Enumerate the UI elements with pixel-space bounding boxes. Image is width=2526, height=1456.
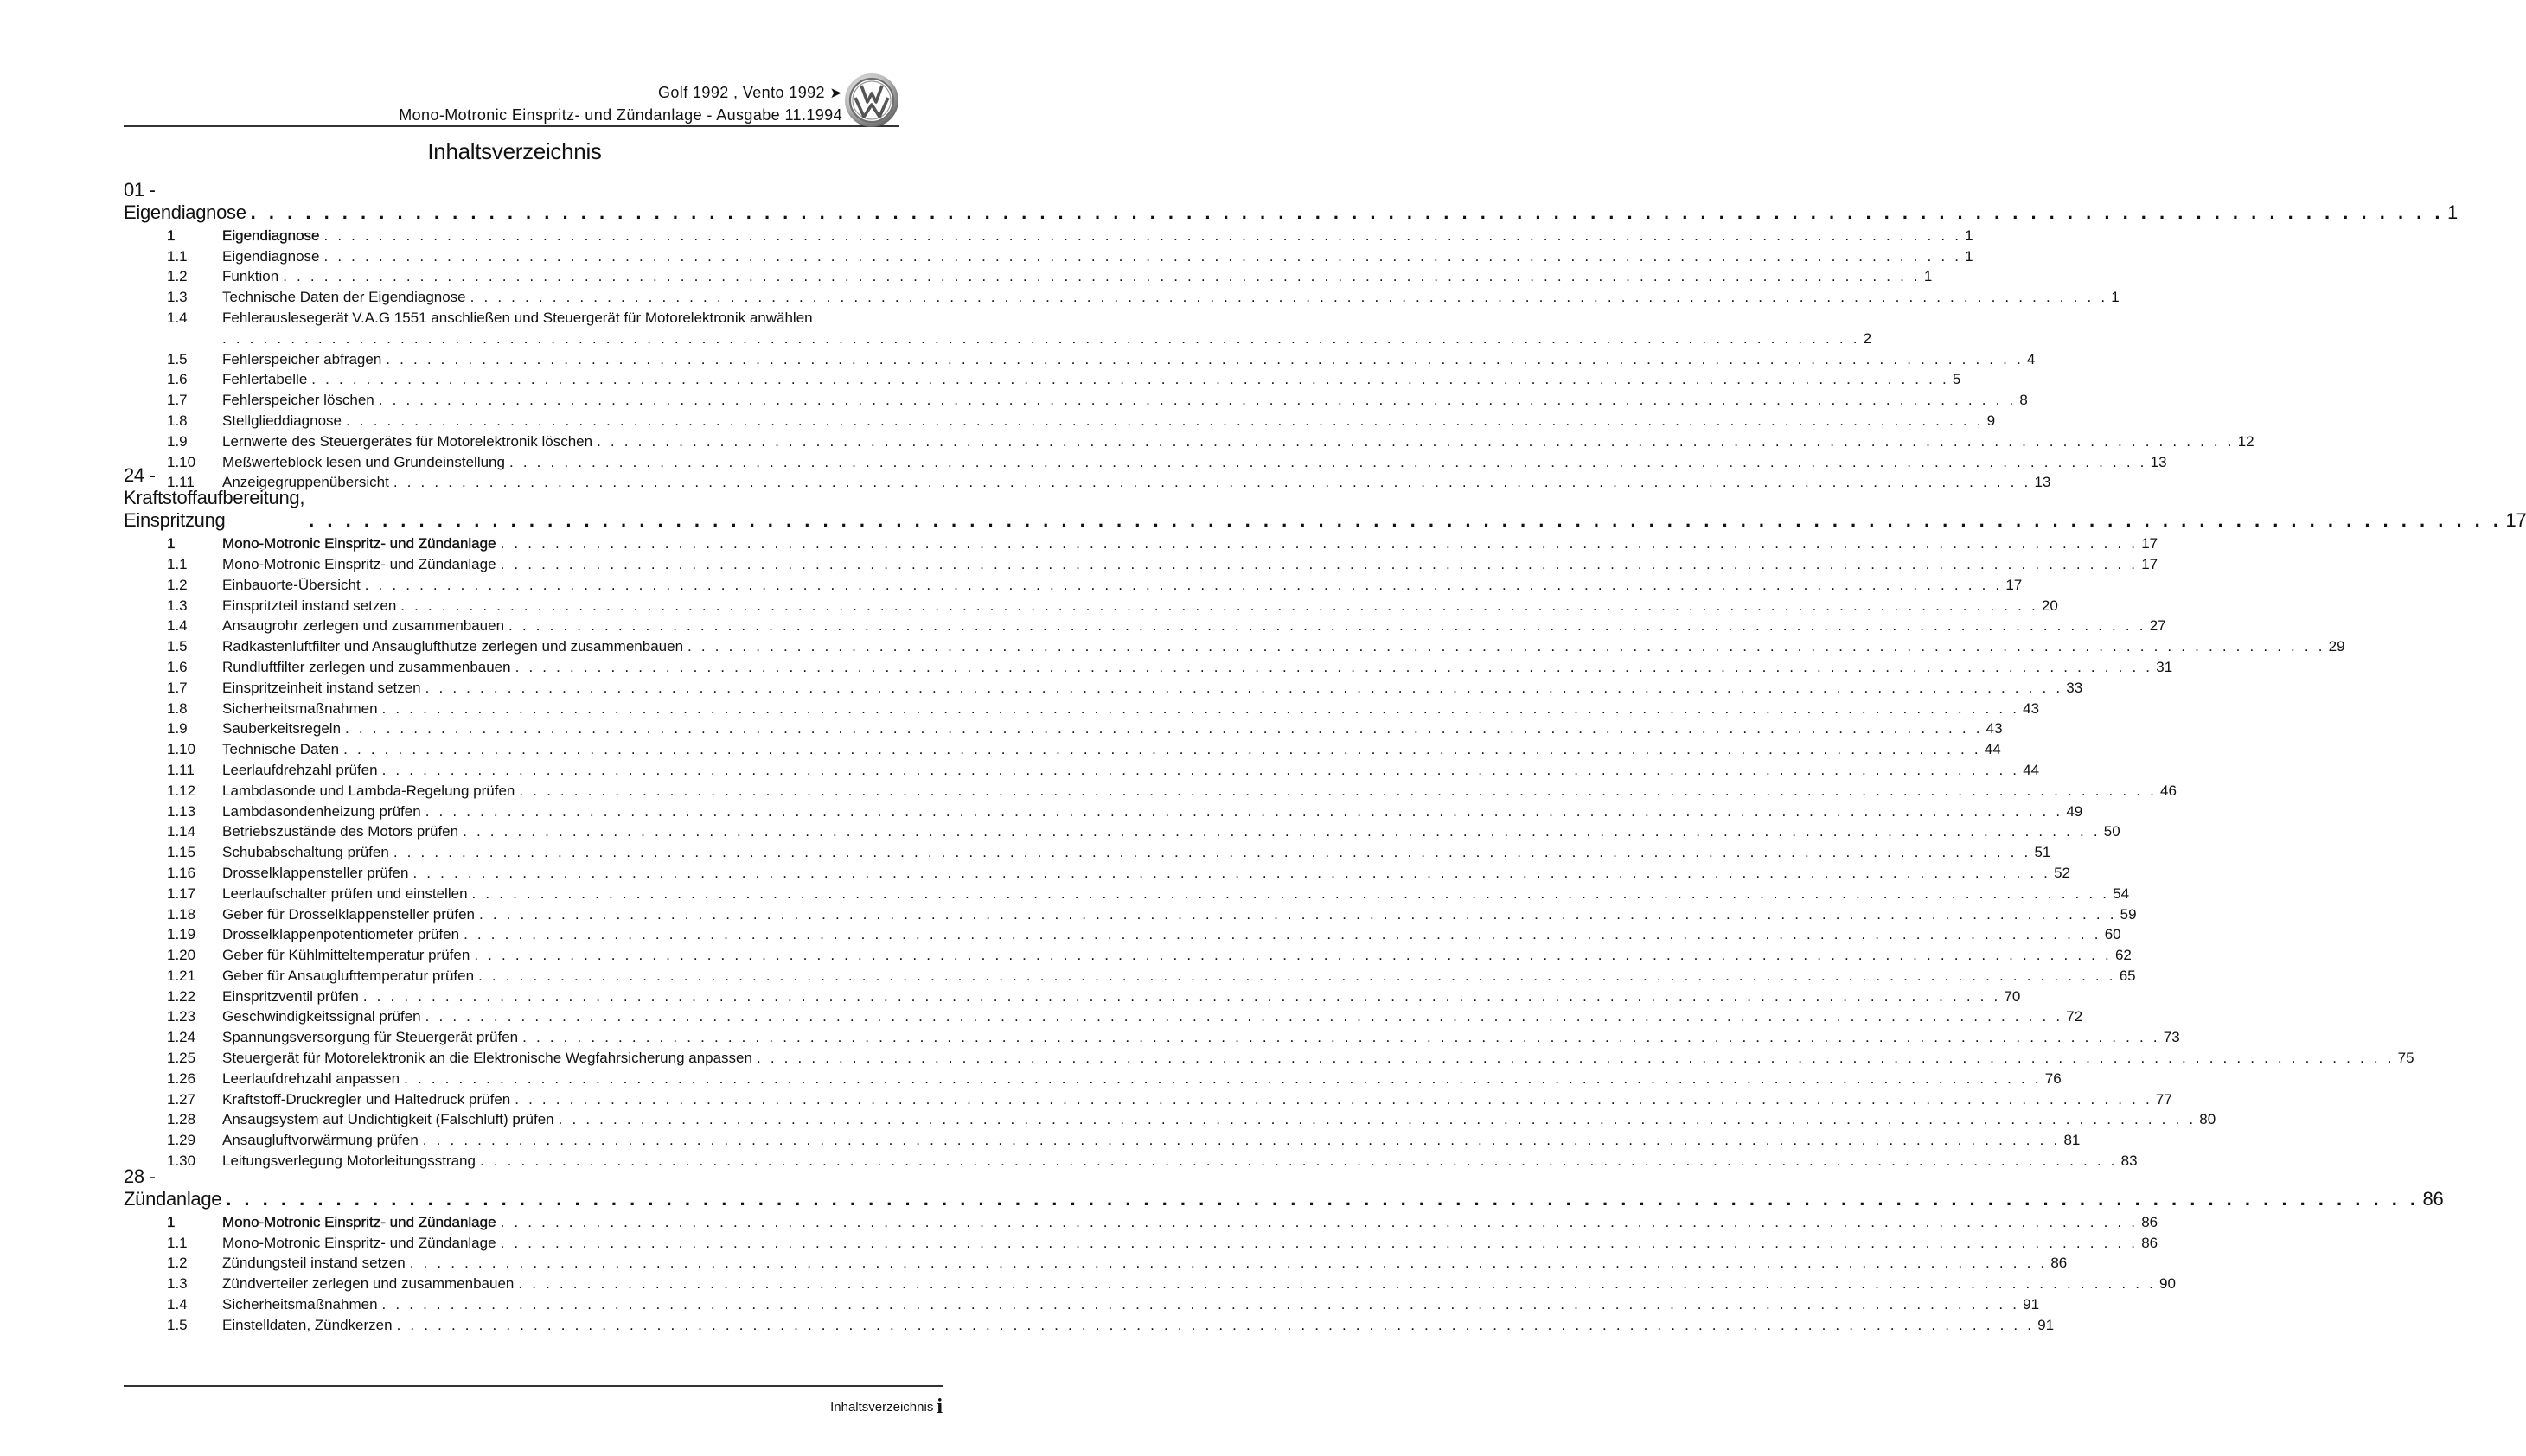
dot-leader: . . . . . . . . . . . . . . . . . . . . . . . . . . . . . . . . . . . . . . . . . . . . . . . . . . . . . . . . . . . . . . . . . . . . . . . . . . . . . . . . . . . . . . . . . . . . . . . . . . . . . . . . . . . . . . . . . . . . . . . . (519, 782, 2158, 799)
dot-leader: . . . . . . . . . . . . . . . . . . . . . . . . . . . . . . . . . . . . . . . . . . . . . . . . . . . . . . . . . . . . . . . . . . . . . . . . . . . . . . . . . . . . . . . . . . . . . . . . . . . . . . . . . . . . . . . . . . . . . . . . (362, 987, 2001, 1005)
toc-entry[interactable] (124, 1313, 2055, 1334)
entry-page: 17 (2141, 555, 2158, 572)
dot-leader: . . . . . . . . . . . . . . . . . . . . . . . . . . . . . . . . . . . . . . . . . . . . . . . . . . . . . . . . . . . . . . . . . . . . . . . . . . . . . . . . . . . . . . . . . . . . . . . . . . . . . . . . . . . . . . . . . . . . . . . . (393, 844, 2031, 861)
entry-page: 1 (1923, 268, 1933, 285)
entry-page: 86 (2050, 1255, 2068, 1272)
dot-leader: . . . . . . . . . . . . . . . . . . . . . . . . . . . . . . . . . . . . . . . . . . . . . . . . . . . . . . . . . . . . . . . . . . . . . . . . . . . . . . . . . . . . . . . . . . . . . . . . . . . . . . . . . . . . . . . . . . . . . . . . (515, 1090, 2152, 1108)
toc-entry[interactable] (124, 697, 2040, 718)
toc-entry[interactable] (124, 903, 2137, 923)
dot-leader: . . . . . . . . . . . . . . . . . . . . . . . . . . . . . . . . . . . . . . . . . . . . . . . . . . . . . . . . . . . . . . . . . . . . . . . . . . . . . . . . . . . . . . . . . . . . . . . . . . . . . . . . . . . . . . . . . . . . . . . . (500, 535, 2139, 552)
entry-number: 1.11 (167, 761, 195, 778)
dot-leader: . . . . . . . . . . . . . . . . . . . . . . . . . . . . . . . . . . . . . . . . . . . . . . . . . . . . . . . . . . . . . . . . . . . . . . . . . . . . . . . . . . . . . . . . . . . . . . . . . . . . . . . . . . . . . . . . . . . . . . . . (471, 884, 2110, 902)
entry-page: 33 (2066, 679, 2083, 696)
dot-leader: . . . . . . . . . . . . . . . . . . . . . . . . . . . . . . . . . . . . . . . . . . . . . . . . . . . . . . . . . . . . . . . . . . . . . . . . . . . . . . . . . . . . . . . . . . . . . . . . . . . . . . . . . . . . . . . . . . . . . . . . (756, 1050, 2395, 1067)
toc-entry[interactable] (124, 532, 2158, 552)
toc-entry[interactable] (124, 840, 2051, 861)
dot-leader: . . . . . . . . . . . . . . . . . . . . . . . . . . . . . . . . . . . . . . . . . . . . . . . . . . . . . . . . . . . . . . . . . . . . . . . . . . . . . . . . . . . . . . . . . . . . . . . . . . . . . . . . . . . . . . . . . . . . . . . . (323, 227, 1962, 244)
entry-number: 1.23 (167, 1008, 196, 1025)
entry-number: 1.1 (167, 247, 188, 265)
entry-title: Zündverteiler zerlegen und zusammenbauen (222, 1275, 515, 1293)
entry-page: 52 (2054, 864, 2071, 881)
entry-title: Einspritzteil instand setzen (222, 597, 397, 614)
entry-page: 4 (2026, 350, 2036, 367)
entry-number: 1.28 (167, 1111, 196, 1128)
entry-number: 1.11 (167, 474, 195, 491)
dot-leader: . . . . . . . . . . . . . . . . . . . . . . . . . . . . . . . . . . . . . . . . . . . . . . . . . . . . . . . . . . . . . . . . . . . . . . . . . . . . . . . . . . . . . . . . . . . . . . . . . . . . . . . . . . . . . . . . . . . . . . . . (522, 1029, 2160, 1046)
entry-page: 44 (1984, 741, 2001, 758)
toc-entry[interactable] (124, 615, 2166, 635)
entry-page: 44 (2023, 761, 2040, 778)
entry-number: 1.5 (167, 638, 188, 655)
entry-number: 1.5 (167, 350, 188, 367)
dot-leader: . . . . . . . . . . . . . . . . . . . . . . . . . . . . . . . . . . . . . . . . . . . . . . . . . . . . . . . . . . . . . . . . . . . . . . . . . . . . . . . . . . . . . . . . . . . . . . . . . . . . . . . . . . . . . . . . . . . . . . . . (311, 371, 1949, 388)
toc-entry[interactable] (124, 388, 2028, 409)
page-footer (830, 1395, 943, 1419)
entry-title: Einspritzventil prüfen (222, 987, 359, 1005)
toc-entry[interactable] (124, 861, 2071, 882)
entry-page: 13 (2034, 474, 2051, 491)
entry-page: 86 (2141, 1234, 2158, 1251)
chapter-title: 24 - Kraftstoffaufbereitung, Einspritzung (124, 464, 305, 532)
entry-number: 1.10 (167, 741, 196, 758)
entry-number: 1.2 (167, 268, 188, 285)
entry-title: Geber für Ansauglufttemperatur prüfen (222, 967, 475, 984)
dot-leader: . . . . . . . . . . . . . . . . . . . . . . . . . . . . . . . . . . . . . . . . . . . . . . . . . . . . . . . . . . . . . . . . . . . . . . . . . . . . . . . . . . . . . . . . . . . . . . . . . . . . . . . . . . . . . . . . . . . . . . . . (463, 823, 2101, 840)
entry-page: 76 (2044, 1070, 2062, 1087)
entry-title: Drosselklappensteller prüfen (222, 864, 409, 881)
entry-title: Technische Daten der Eigendiagnose (222, 289, 466, 306)
dot-leader: . . . . . . . . . . . . . . . . . . . . . . . . . . . . . . . . . . . . . . . . . . . . . . . . . . . . . . . . . . . . . . . . . . . . . . . . . . . . . . . . . . . . . . . . . . . . . . . . . . . . . . . . . . . . . . . . . . . . . . . . (381, 761, 2020, 778)
entry-title: Drosselklappenpotentiometer prüfen (222, 926, 460, 943)
dot-leader: . . . . . . . . . . . . . . . . . . . . . . . . . . . . . . . . . . . . . . . . . . . . . . . . . . . . . . . . . . . . . . . . . . . . . . . . . . . . . . . . . . . . . . . . . . . . . . . . . . . . . . . . . . . . . . . . . . . . . . . . (250, 201, 2445, 223)
entry-number: 1.9 (167, 720, 188, 738)
table-of-contents (124, 179, 2526, 1334)
toc-entry[interactable] (124, 224, 1973, 245)
entry-title: Ansaugluftvorwärmung prüfen (222, 1132, 419, 1149)
toc-entry[interactable] (124, 882, 2130, 903)
dot-leader: . . . . . . . . . . . . . . . . . . . . . . . . . . . . . . . . . . . . . . . . . . . . . . . . . . . . . . . . . . . . . . . . . . . . . . . . . . . . . . . . . . . . . . . . . . . . . . . . . . . . . . . . . . . . . . . . . . . . . . . . (470, 289, 2108, 306)
toc-entry[interactable] (124, 368, 1961, 389)
entry-title: Leitungsverlegung Motorleitungsstrang (222, 1153, 476, 1170)
dot-leader: . . . . . . . . . . . . . . . . . . . . . . . . . . . . . . . . . . . . . . . . . . . . . . . . . . . . . . . . . . . . . . . . . . . . . . . . . . . . . . . . . . . . . . . . . . . . . . . . . . . . . . . . . . . . . . . . . . . . . . . . (425, 802, 2063, 820)
entry-title: Spannungsversorgung für Steuergerät prüfen (222, 1029, 519, 1046)
entry-number: 1.15 (167, 844, 196, 861)
entry-page: 65 (2119, 967, 2136, 984)
toc-entry[interactable] (124, 985, 2021, 1006)
dot-leader: . . . . . . . . . . . . . . . . . . . . . . . . . . . . . . . . . . . . . . . . . . . . . . . . . . . . . . . . . . . . . . . . . . . . . . . . . . . . . . . . . . . . . . . . . . . . . . . . . . . . . . . . . . . . . . . . . . . . . . . . (558, 1111, 2197, 1128)
toc-entry[interactable] (124, 594, 2058, 615)
entry-title: Lambdasondenheizung prüfen (222, 802, 421, 820)
entry-number: 1.27 (167, 1090, 196, 1108)
entry-title: Leerlaufdrehzahl prüfen (222, 761, 378, 778)
header-rule (124, 125, 899, 127)
entry-title: Eigendiagnose (222, 227, 320, 244)
footer-label: Inhaltsverzeichnis (830, 1400, 934, 1414)
toc-entry[interactable] (124, 430, 2254, 450)
entry-page: 73 (2163, 1029, 2180, 1046)
toc-entry[interactable] (124, 635, 2345, 655)
dot-leader: . . . . . . . . . . . . . . . . . . . . . . . . . . . . . . . . . . . . . . . . . . . . . . . . . . . . . . . . . . . . . . . . . . . . . . . . . . . . . . . . . . . . . . . . . . . . . . . . . . . . . . . . . . . . . . . . . . . . . . . . (500, 1213, 2139, 1230)
entry-title: Betriebszustände des Motors prüfen (222, 823, 459, 840)
dot-leader: . . . . . . . . . . . . . . . . . . . . . . . . . . . . . . . . . . . . . . . . . . . . . . . . . . . . . . . . . . . . . . . . . . . . . . . . . . . . . . . . . . . . . . . . . . . . . . . . . . . . . . . . . . . . . . . . . . . . . . . . (597, 432, 2235, 450)
entry-page: 81 (2063, 1132, 2081, 1149)
entry-page: 5 (1952, 371, 1961, 388)
entry-title: Lernwerte des Steuergerätes für Motorelektronik löschen (222, 432, 593, 450)
entry-title: Radkastenluftfilter und Ansauglufthutze zerlegen und zusammenbauen (222, 638, 684, 655)
dot-leader: . . . . . . . . . . . . . . . . . . . . . . . . . . . . . . . . . . . . . . . . . . . . . . . . . . . . . . . . . . . . . . . . . . . . . . . . . . . . . . . . . . . . . . . . . . . . . . . . . . . . . . . . . . . . . . . . . . . . . . . . (425, 679, 2063, 696)
entry-number: 1.2 (167, 576, 188, 593)
entry-title: Funktion (222, 268, 279, 285)
toc-entry[interactable] (124, 1272, 2176, 1293)
entry-page: 17 (2141, 535, 2158, 552)
entry-title: Geschwindigkeitssignal prüfen (222, 1008, 421, 1025)
entry-page: 31 (2156, 658, 2173, 675)
entry-page: 2 (1863, 329, 1872, 347)
dot-leader: . . . . . . . . . . . . . . . . . . . . . . . . . . . . . . . . . . . . . . . . . . . . . . . . . . . . . . . . . . . . . . . . . . . . . . . . . . . . . . . . . . . . . . . . . . . . . . . . . . . . . . . . . . . . . . . . . . . . . . . . (381, 1296, 2020, 1313)
entry-title: Einspritzeinheit instand setzen (222, 679, 421, 696)
entry-title: Einstelldaten, Zündkerzen (222, 1316, 393, 1333)
entry-title: Mono-Motronic Einspritz- und Zündanlage (222, 1234, 496, 1251)
toc-entry[interactable] (124, 779, 2177, 800)
toc-entry[interactable] (124, 245, 1973, 265)
chapter-page: 17 (2505, 509, 2526, 532)
entry-title: Geber für Kühlmitteltemperatur prüfen (222, 947, 470, 964)
toc-entry[interactable] (124, 1149, 2138, 1170)
toc-entry[interactable] (124, 285, 2120, 306)
entry-number: 1 (167, 227, 176, 244)
toc-entry-continuation[interactable] (124, 327, 1872, 348)
entry-title: Fehlerspeicher löschen (222, 392, 374, 409)
entry-number: 1.1 (167, 555, 188, 572)
dot-leader: . . . . . . . . . . . . . . . . . . . . . . . . . . . . . . . . . . . . . . . . . . . . . . . . . . . . . . . . . . . . . . . . . . . . . . . . . . . . . . . . . . . . . . . . . . . . . . . . . . . . . . . . . . . . . . . . . . . . . . . . (474, 947, 2112, 964)
entry-title: Zündungsteil instand setzen (222, 1255, 406, 1272)
entry-page: 9 (1986, 412, 1996, 429)
chapter-title: 01 - Eigendiagnose (124, 179, 246, 223)
entry-page: 29 (2328, 638, 2345, 655)
entry-title: Leerlaufschalter prüfen und einstellen (222, 884, 468, 902)
entry-page: 70 (2004, 987, 2021, 1005)
entry-title: Schubabschaltung prüfen (222, 844, 389, 861)
entry-page: 17 (2005, 576, 2023, 593)
header-subtitle: Mono-Motronic Einspritz- und Zündanlage - Ausgabe 11.1994 (399, 106, 842, 124)
entry-number: 1.29 (167, 1132, 196, 1149)
toc-entry[interactable] (124, 1088, 2172, 1108)
entry-page: 1 (1965, 227, 1973, 244)
entry-title: Ansaugsystem auf Undichtigkeit (Falschluft) prüfen (222, 1111, 554, 1128)
entry-title: Mono-Motronic Einspritz- und Zündanlage (222, 535, 496, 552)
toc-entry[interactable] (124, 821, 2120, 841)
entry-page: 72 (2066, 1008, 2083, 1025)
entry-number: 1 (167, 535, 176, 552)
dot-leader: . . . . . . . . . . . . . . . . . . . . . . . . . . . . . . . . . . . . . . . . . . . . . . . . . . . . . . . . . . . . . . . . . . . . . . . . . . . . . . . . . . . . . . . . . . . . . . . . . . . . . . . . . . . . . . . . . . . . . . . . (687, 638, 2325, 655)
dot-leader: . . . . . . . . . . . . . . . . . . . . . . . . . . . . . . . . . . . . . . . . . . . . . . . . . . . . . . . . . . . . . . . . . . . . . . . . . . . . . . . . . . . . . . . . . . . . . . . . . . . . . . . . . . . . . . . . . . . . . . . . (283, 268, 1921, 285)
entry-number: 1.4 (167, 1296, 188, 1313)
header-models: Golf 1992 , Vento 1992 (657, 84, 825, 101)
entry-title: Sauberkeitsregeln (222, 720, 342, 738)
dot-leader: . . . . . . . . . . . . . . . . . . . . . . . . . . . . . . . . . . . . . . . . . . . . . . . . . . . . . . . . . . . . . . . . . . . . . . . . . . . . . . . . . . . . . . . . . . . . . . . . . . . . . . . . . . . . . . . . . . . . . . . . (515, 658, 2153, 675)
toc-entry[interactable] (124, 265, 1933, 286)
entry-title: Fehlerspeicher abfragen (222, 350, 382, 367)
toc-entry[interactable] (124, 409, 1996, 430)
dot-leader: . . . . . . . . . . . . . . . . . . . . . . . . . . . . . . . . . . . . . . . . . . . . . . . . . . . . . . . . . . . . . . . . . . . . . . . . . . . . . . . . . . . . . . . . . . . . . . . . . . . . . . . . . . . . . . . . . . . . . . . . (309, 509, 2503, 532)
dot-leader: . . . . . . . . . . . . . . . . . . . . . . . . . . . . . . . . . . . . . . . . . . . . . . . . . . . . . . . . . . . . . . . . . . . . . . . . . . . . . . . . . . . . . . . . . . . . . . . . . . . . . . . . . . . . . . . . . . . . . . . . (518, 1275, 2157, 1293)
toc-entry[interactable] (124, 552, 2158, 573)
toc-entry[interactable] (124, 1231, 2158, 1252)
entry-number: 1.5 (167, 1316, 188, 1333)
dot-leader: . . . . . . . . . . . . . . . . . . . . . . . . . . . . . . . . . . . . . . . . . . . . . . . . . . . . . . . . . . . . . . . . . . . . . . . . . . . . . . . . . . . . . . . . . . . . . . . . . . . . . . . . . . . . . . . . . . . . . . . . (381, 699, 2020, 717)
chapter-page: 86 (2422, 1188, 2444, 1210)
dot-leader: . . . . . . . . . . . . . . . . . . . . . . . . . . . . . . . . . . . . . . . . . . . . . . . . . . . . . . . . . . . . . . . . . . . . . . . . . . . . . . . . . . . . . . . . . . . . . . . . . . . . . . . . . . . . . . . . . . . . . . . . (508, 453, 2147, 470)
entry-title: Fehlertabelle (222, 371, 308, 388)
dot-leader: . . . . . . . . . . . . . . . . . . . . . . . . . . . . . . . . . . . . . . . . . . . . . . . . . . . . . . . . . . . . . . . . . . . . . . . . . . . . . . . . . . . . . . . . . . . . . . . . . . . . . . . . . . . . . . . . . . . . . . . . (508, 617, 2146, 635)
dot-leader: . . . . . . . . . . . . . . . . . . . . . . . . . . . . . . . . . . . . . . . . . . . . . . . . . . . . . . . . . . . . . . . . . . . . . . . . . . . . . . . . . . . . . . . . . . . . . . . . . . . . . . . . . . . . . . . . . . . . . . . . (400, 597, 2038, 614)
entry-number: 1.13 (167, 802, 196, 820)
entry-page: 91 (2037, 1316, 2055, 1333)
entry-title: Lambdasonde und Lambda-Regelung prüfen (222, 782, 515, 799)
entry-page: 12 (2237, 432, 2254, 450)
entry-number: 1 (167, 1213, 176, 1230)
entry-number: 1.21 (167, 967, 196, 984)
entry-number: 1.4 (167, 309, 188, 326)
toc-entry[interactable] (124, 348, 2036, 368)
dot-leader: . . . . . . . . . . . . . . . . . . . . . . . . . . . . . . . . . . . . . . . . . . . . . . . . . . . . . . . . . . . . . . . . . . . . . . . . . . . . . . . . . . . . . . . . . . . . . . . . . . . . . . . . . . . . . . . . . . . . . . . . (378, 392, 2017, 409)
dot-leader: . . . . . . . . . . . . . . . . . . . . . . . . . . . . . . . . . . . . . . . . . . . . . . . . . . . . . . . . . . . . . . . . . . . . . . . . . . . . . . . . . . . . . . . . . . . . . . . . . . . . . . . . . . . . . . . . . . . . . . . . (412, 864, 2051, 881)
entry-title: Anzeigegruppenübersicht (222, 474, 389, 491)
toc-chapter[interactable] (124, 1165, 2444, 1210)
toc-entry[interactable] (124, 738, 2001, 758)
entry-page: 43 (2023, 699, 2040, 717)
dot-leader: . . . . . . . . . . . . . . . . . . . . . . . . . . . . . . . . . . . . . . . . . . . . . . . . . . . . . . . . . . . . . . . . . . . . . . . . . . . . . . . . . . . . . . . . . . . . . . . . . . . . . . . . . . . . . . . . . . . . . . . . (404, 1070, 2042, 1087)
entry-title: Meßwerteblock lesen und Grundeinstellung (222, 453, 505, 470)
arrow-icon: ➤ (829, 85, 842, 101)
entry-page: 43 (1986, 720, 2003, 738)
entry-number: 1.3 (167, 597, 188, 614)
dot-leader: . . . . . . . . . . . . . . . . . . . . . . . . . . . . . . . . . . . . . . . . . . . . . . . . . . . . . . . . . . . . . . . . . . . . . . . . . . . . . . . . . . . . . . . . . . . . . . . . . . . . . . . . . . . . . . . . . . . . . . . . (464, 926, 2101, 943)
entry-number: 1.18 (167, 905, 196, 923)
dot-leader: . . . . . . . . . . . . . . . . . . . . . . . . . . . . . . . . . . . . . . . . . . . . . . . . . . . . . . . . . . . . . . . . . . . . . . . . . . . . . . . . . . . . . . . . . . . . . . . . . . . . . . . . . . . . . . . . . . . . . . . . (500, 1234, 2139, 1251)
entry-number: 1.4 (167, 617, 188, 635)
entry-page: 8 (2019, 392, 2028, 409)
entry-number: 1.17 (167, 884, 196, 902)
dot-leader: . . . . . . . . . . . . . . . . . . . . . . . . . . . . . . . . . . . . . . . . . . . . . . . . . . . . . . . . . . . . . . . . . . . . . . . . . . . . . . . . . . . . . . . . . . . . . . . . . . . . . . . . . . . . . . . . . . . . . . . . (364, 576, 2003, 593)
toc-entry[interactable] (124, 1252, 2068, 1273)
dot-leader: . . . . . . . . . . . . . . . . . . . . . . . . . . . . . . . . . . . . . . . . . . . . . . . . . . . . . . . . . . . . . . . . . . . . . . . . . . . . . . . . . . . . . . . . . . . . . . . . . . . . . . . . . . . . . . . . . . . . . . . . (478, 967, 2116, 984)
entry-number: 1.7 (167, 392, 188, 409)
toc-entry[interactable] (124, 1128, 2081, 1149)
dot-leader: . . . . . . . . . . . . . . . . . . . . . . . . . . . . . . . . . . . . . . . . . . . . . . . . . . . . . . . . . . . . . . . . . . . . . . . . . . . . . . . . . . . . . . . . . . . . . . . . . . . . . . . . . . . . . . . . . . . . . . . . (345, 720, 1983, 738)
footer-page-marker: i (937, 1395, 943, 1418)
entry-number: 1.19 (167, 926, 196, 943)
toc-entry[interactable] (124, 943, 2132, 964)
entry-page: 60 (2104, 926, 2121, 943)
entry-number: 1.3 (167, 1275, 188, 1293)
entry-number: 1.26 (167, 1070, 196, 1087)
entry-number: 1.8 (167, 412, 188, 429)
entry-number: 1.14 (167, 823, 196, 840)
toc-entry[interactable] (124, 1025, 2180, 1046)
entry-page: 1 (1965, 247, 1973, 265)
entry-title: Steuergerät für Motorelektronik an die Elektronische Wegfahrsicherung anpassen (222, 1050, 752, 1067)
entry-page: 62 (2114, 947, 2132, 964)
footer-rule (124, 1385, 943, 1387)
toc-entry[interactable] (124, 758, 2040, 779)
entry-page: 1 (2111, 289, 2120, 306)
entry-title: Mono-Motronic Einspritz- und Zündanlage (222, 1213, 496, 1230)
dot-leader: . . . . . . . . . . . . . . . . . . . . . . . . . . . . . . . . . . . . . . . . . . . . . . . . . . . . . . . . . . . . . . . . . . . . . . . . . . . . . . . . . . . . . . . . . . . . . . . . . . . . . . . . . . . . . . . . . . . . . . . . (323, 247, 1962, 265)
entry-page: 20 (2041, 597, 2058, 614)
toc-chapter[interactable] (124, 179, 2458, 224)
header-model-line (658, 84, 842, 102)
entry-title: Kraftstoff-Druckregler und Haltedruck prüfen (222, 1090, 511, 1108)
entry-number: 1.30 (167, 1153, 196, 1170)
toc-entry[interactable] (124, 1046, 2414, 1067)
entry-title: Ansaugrohr zerlegen und zusammenbauen (222, 617, 505, 635)
entry-title: Fehlerauslesegerät V.A.G 1551 anschließen und Steuergerät für Motorelektronik anwählen (222, 309, 813, 326)
toc-entry[interactable] (124, 718, 2003, 738)
entry-number: 1.22 (167, 987, 196, 1005)
entry-page: 90 (2159, 1275, 2176, 1293)
dot-leader: . . . . . . . . . . . . . . . . . . . . . . . . . . . . . . . . . . . . . . . . . . . . . . . . . . . . . . . . . . . . . . . . . . . . . . . . . . . . . . . . . . . . . . . . . . . . . . . . . . . . . . . . . . . . . . . . . . . . . . . . (500, 555, 2139, 572)
entry-number: 1.1 (167, 1234, 188, 1251)
entry-number: 1.3 (167, 289, 188, 306)
entry-number: 1.20 (167, 947, 196, 964)
entry-page: 13 (2150, 453, 2167, 470)
toc-entry[interactable] (124, 1006, 2083, 1026)
entry-number: 1.10 (167, 453, 196, 470)
entry-page: 54 (2113, 884, 2130, 902)
entry-page: 91 (2023, 1296, 2040, 1313)
entry-number: 1.9 (167, 432, 188, 450)
entry-page: 50 (2103, 823, 2120, 840)
entry-number: 1.8 (167, 699, 188, 717)
entry-title: Sicherheitsmaßnahmen (222, 699, 378, 717)
dot-leader: . . . . . . . . . . . . . . . . . . . . . . . . . . . . . . . . . . . . . . . . . . . . . . . . . . . . . . . . . . . . . . . . . . . . . . . . . . . . . . . . . . . . . . . . . . . . . . . . . . . . . . . . . . . . . . . . . . . . . . . . (346, 412, 1984, 429)
entry-title: Geber für Drosselklappensteller prüfen (222, 905, 475, 923)
entry-title: Leerlaufdrehzahl anpassen (222, 1070, 400, 1087)
entry-page: 46 (2160, 782, 2177, 799)
entry-title: Stellglieddiagnose (222, 412, 342, 429)
toc-entry[interactable] (124, 800, 2083, 821)
entry-number: 1.25 (167, 1050, 196, 1067)
entry-page: 51 (2034, 844, 2051, 861)
entry-number: 1.24 (167, 1029, 196, 1046)
chapter-page: 1 (2447, 201, 2458, 223)
entry-title: Eigendiagnose (222, 247, 320, 265)
entry-page: 80 (2199, 1111, 2216, 1128)
entry-page: 86 (2141, 1213, 2158, 1230)
entry-page: 83 (2120, 1153, 2138, 1170)
page-header (124, 73, 899, 125)
toc-entry[interactable] (124, 923, 2121, 944)
toc-entry[interactable] (124, 964, 2136, 985)
entry-page: 49 (2066, 802, 2083, 820)
dot-leader: . . . . . . . . . . . . . . . . . . . . . . . . . . . . . . . . . . . . . . . . . . . . . . . . . . . . . . . . . . . . . . . . . . . . . . . . . . . . . . . . . . . . . . . . . . . . . . . . . . . . . . . . . . . . . . . . . . . . . . . . (386, 350, 2024, 367)
dot-leader: . . . . . . . . . . . . . . . . . . . . . . . . . . . . . . . . . . . . . . . . . . . . . . . . . . . . . . . . . . . . . . . . . . . . . . . . . . . . . . . . . . . . . . . . . . . . . . . . . . . . . . . . . . . . . . . . . . . . . . . . (226, 1188, 2420, 1210)
toc-entry[interactable] (124, 655, 2173, 676)
dot-leader: . . . . . . . . . . . . . . . . . . . . . . . . . . . . . . . . . . . . . . . . . . . . . . . . . . . . . . . . . . . . . . . . . . . . . . . . . . . . . . . . . . . . . . . . . . . . . . . . . . . . . . . . . . . . . . . . . . . . . . . . (425, 1008, 2063, 1025)
toc-entry[interactable] (124, 1108, 2216, 1129)
entry-title: Mono-Motronic Einspritz- und Zündanlage (222, 555, 496, 572)
entry-number: 1.2 (167, 1255, 188, 1272)
vw-logo-icon (844, 73, 899, 128)
entry-page: 27 (2149, 617, 2166, 635)
entry-title: Sicherheitsmaßnahmen (222, 1296, 378, 1313)
dot-leader: . . . . . . . . . . . . . . . . . . . . . . . . . . . . . . . . . . . . . . . . . . . . . . . . . . . . . . . . . . . . . . . . . . . . . . . . . . . . . . . . . . . . . . . . . . . . . . . . . . . . . . . . . . . . . . . . . . . . . . . . (222, 329, 1860, 347)
page-title: Inhaltsverzeichnis (427, 138, 602, 164)
dot-leader: . . . . . . . . . . . . . . . . . . . . . . . . . . . . . . . . . . . . . . . . . . . . . . . . . . . . . . . . . . . . . . . . . . . . . . . . . . . . . . . . . . . . . . . . . . . . . . . . . . . . . . . . . . . . . . . . . . . . . . . . (396, 1316, 2035, 1333)
toc-entry[interactable] (124, 306, 943, 327)
entry-title: Einbauorte-Übersicht (222, 576, 361, 593)
entry-title: Rundluftfilter zerlegen und zusammenbauen (222, 658, 511, 675)
toc-entry[interactable] (124, 676, 2083, 697)
entry-number: 1.16 (167, 864, 196, 881)
entry-number: 1.7 (167, 679, 188, 696)
dot-leader: . . . . . . . . . . . . . . . . . . . . . . . . . . . . . . . . . . . . . . . . . . . . . . . . . . . . . . . . . . . . . . . . . . . . . . . . . . . . . . . . . . . . . . . . . . . . . . . . . . . . . . . . . . . . . . . . . . . . . . . . (478, 905, 2117, 923)
toc-entry[interactable] (124, 573, 2023, 594)
dot-leader: . . . . . . . . . . . . . . . . . . . . . . . . . . . . . . . . . . . . . . . . . . . . . . . . . . . . . . . . . . . . . . . . . . . . . . . . . . . . . . . . . . . . . . . . . . . . . . . . . . . . . . . . . . . . . . . . . . . . . . . . (422, 1132, 2061, 1149)
entry-number: 1.6 (167, 371, 188, 388)
dot-leader: . . . . . . . . . . . . . . . . . . . . . . . . . . . . . . . . . . . . . . . . . . . . . . . . . . . . . . . . . . . . . . . . . . . . . . . . . . . . . . . . . . . . . . . . . . . . . . . . . . . . . . . . . . . . . . . . . . . . . . . . (409, 1255, 2048, 1272)
toc-entry[interactable] (124, 1293, 2040, 1313)
entry-number: 1.12 (167, 782, 196, 799)
dot-leader: . . . . . . . . . . . . . . . . . . . . . . . . . . . . . . . . . . . . . . . . . . . . . . . . . . . . . . . . . . . . . . . . . . . . . . . . . . . . . . . . . . . . . . . . . . . . . . . . . . . . . . . . . . . . . . . . . . . . . . . . (393, 474, 2031, 491)
entry-title: Technische Daten (222, 741, 340, 758)
entry-page: 75 (2397, 1050, 2414, 1067)
entry-page: 77 (2155, 1090, 2172, 1108)
entry-page: 59 (2120, 905, 2137, 923)
dot-leader: . . . . . . . . . . . . . . . . . . . . . . . . . . . . . . . . . . . . . . . . . . . . . . . . . . . . . . . . . . . . . . . . . . . . . . . . . . . . . . . . . . . . . . . . . . . . . . . . . . . . . . . . . . . . . . . . . . . . . . . . (479, 1153, 2118, 1170)
toc-entry[interactable] (124, 1067, 2062, 1088)
toc-entry[interactable] (124, 1210, 2158, 1231)
entry-number: 1.6 (167, 658, 188, 675)
chapter-title: 28 - Zündanlage (124, 1165, 222, 1210)
dot-leader: . . . . . . . . . . . . . . . . . . . . . . . . . . . . . . . . . . . . . . . . . . . . . . . . . . . . . . . . . . . . . . . . . . . . . . . . . . . . . . . . . . . . . . . . . . . . . . . . . . . . . . . . . . . . . . . . . . . . . . . . (343, 741, 1981, 758)
